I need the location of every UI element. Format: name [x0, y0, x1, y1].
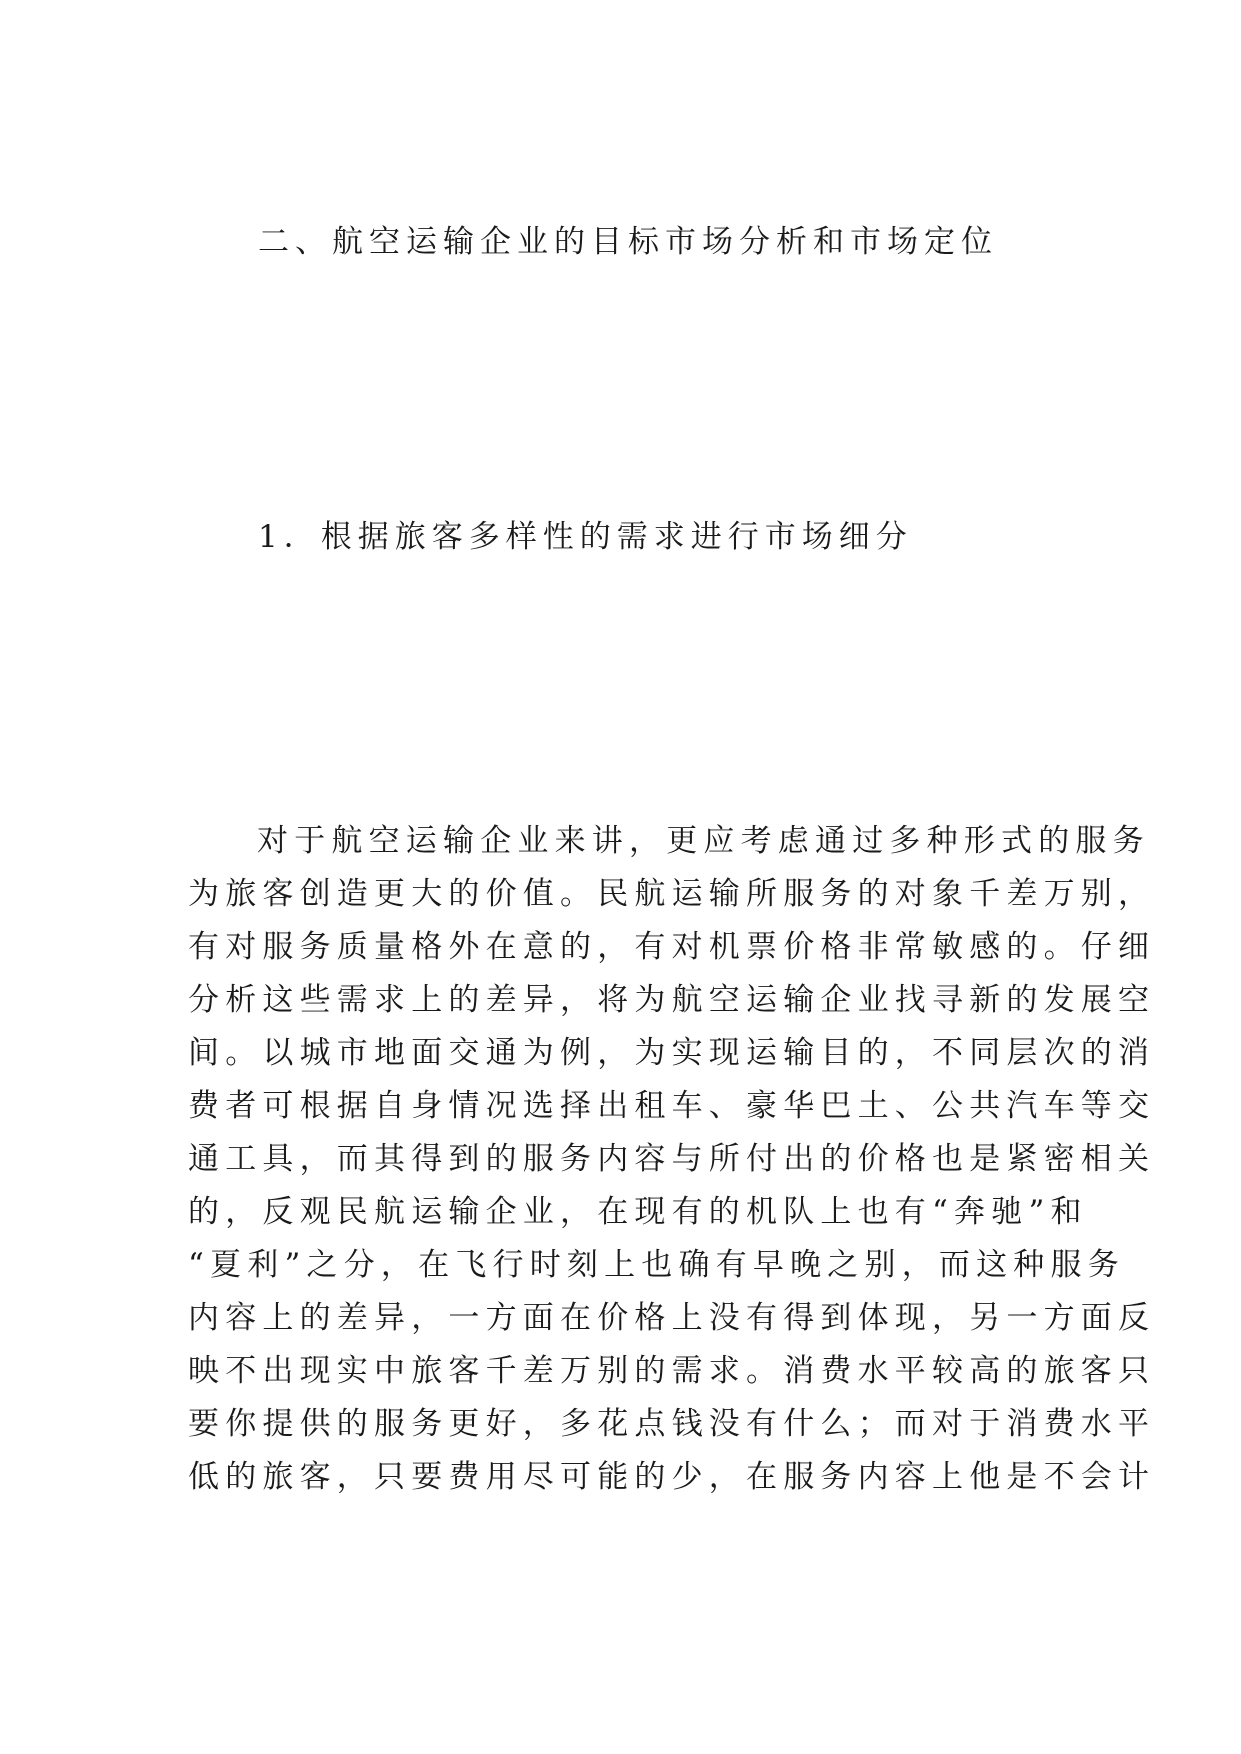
- paragraph-line: 的，反观民航运输企业，在现有的机队上也有“奔驰”和: [188, 1194, 1088, 1230]
- paragraph-line: “夏利”之分，在飞行时刻上也确有早晚之别，而这种服务: [188, 1247, 1125, 1283]
- paragraph-line: 要你提供的服务更好，多花点钱没有什么；而对于消费水平: [188, 1406, 1156, 1442]
- subsection-heading: 1．根据旅客多样性的需求进行市场细分: [258, 519, 913, 555]
- paragraph-line: 间。以城市地面交通为例，为实现运输目的，不同层次的消: [188, 1035, 1156, 1071]
- paragraph-line: 费者可根据自身情况选择出租车、豪华巴土、公共汽车等交: [188, 1088, 1156, 1124]
- paragraph-line: 为旅客创造更大的价值。民航运输所服务的对象千差万别，: [188, 876, 1156, 912]
- paragraph-line: 通工具，而其得到的服务内容与所付出的价格也是紧密相关: [188, 1141, 1156, 1177]
- paragraph-line: 有对服务质量格外在意的，有对机票价格非常敏感的。仔细: [188, 929, 1156, 965]
- paragraph-line: 映不出现实中旅客千差万别的需求。消费水平较高的旅客只: [188, 1353, 1156, 1389]
- paragraph-line: 对于航空运输企业来讲，更应考虑通过多种形式的服务: [257, 823, 1150, 859]
- paragraph-line: 分析这些需求上的差异，将为航空运输企业找寻新的发展空: [188, 982, 1156, 1018]
- paragraph-line: 低的旅客，只要费用尽可能的少，在服务内容上他是不会计: [188, 1459, 1156, 1495]
- paragraph-line: 内容上的差异，一方面在价格上没有得到体现，另一方面反: [188, 1300, 1156, 1336]
- section-heading: 二、航空运输企业的目标市场分析和市场定位: [258, 224, 998, 260]
- body-paragraph: [188, 815, 1156, 1504]
